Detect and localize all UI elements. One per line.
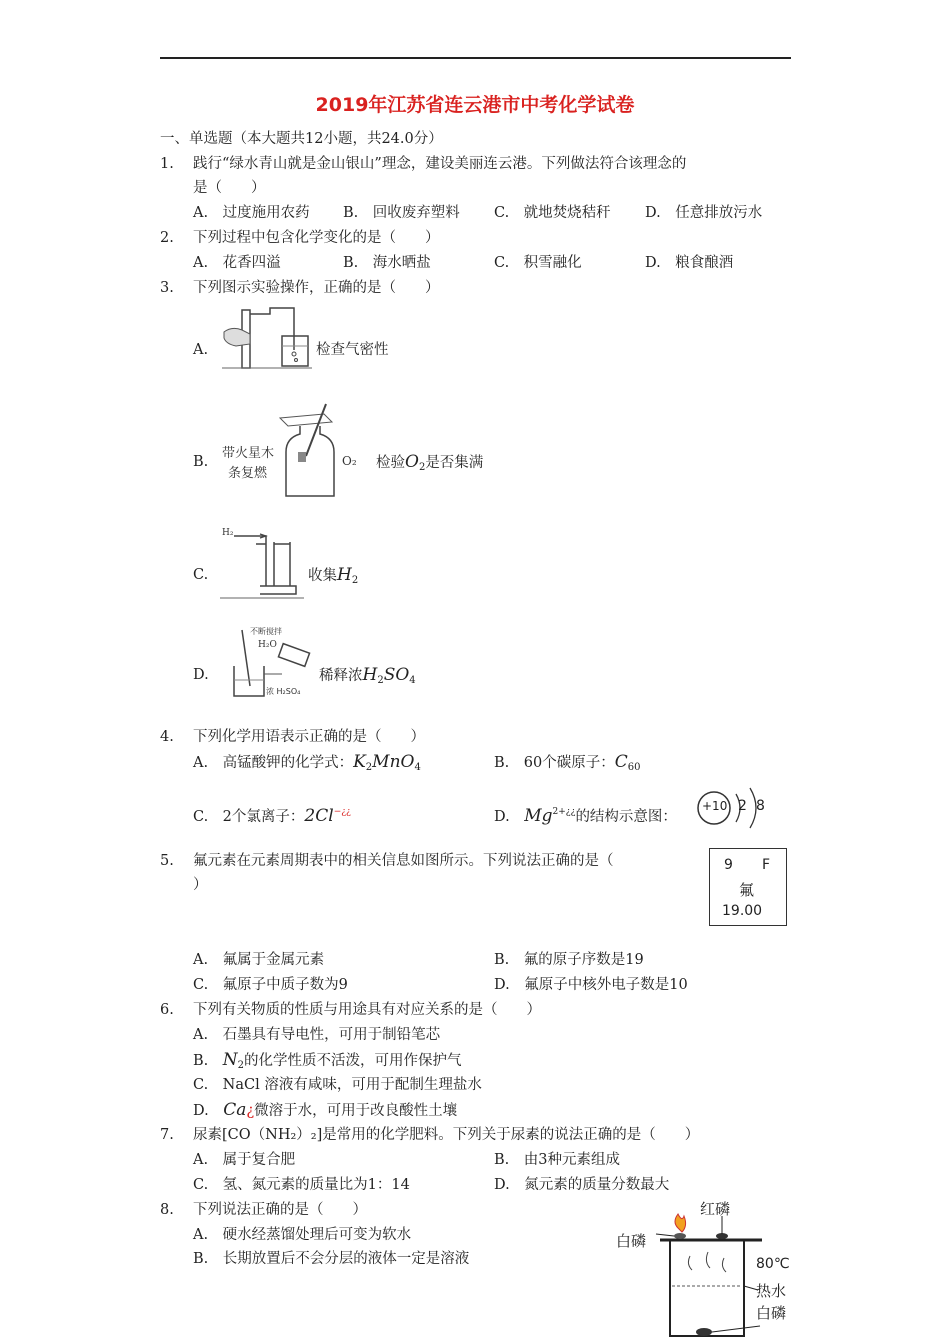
q7-option-c: C. 氢、氮元素的质量比为1：14 [193, 1177, 410, 1193]
fig-label-hot-water: 热水 [756, 1282, 787, 1300]
q7-option-a: A. 属于复合肥 [193, 1152, 296, 1168]
q4-option-d: D. $Mg^{2+¿¿}$的结构示意图： [494, 806, 677, 826]
q5-number: 5. [160, 853, 174, 869]
q1-stem-line1: 践行“绿水青山就是金山银山”理念，建设美丽连云港。下列做法符合该理念的 [193, 156, 687, 172]
h2-collect-figure [220, 526, 304, 602]
q3-option-d-text: 稀释浓$H_2SO_4$ [319, 665, 416, 686]
q4-option-a: A. 高锰酸钾的化学式：$K_2MnO_4$ [193, 752, 421, 773]
q3-option-c-text: 收集$H_2$ [308, 565, 359, 586]
q6-option-b: B. $N_2$的化学性质不活泼，可用作保护气 [193, 1050, 462, 1071]
h2-fig-label: H₂ [222, 528, 234, 538]
q3-stem: 下列图示实验操作，正确的是（ ） [193, 280, 440, 296]
q4-option-b: B. 60个碳原子：$C_{60}$ [494, 752, 641, 773]
dilute-fig-label-stir: 不断搅拌 [250, 627, 282, 636]
q7-option-d: D. 氮元素的质量分数最大 [494, 1177, 670, 1193]
q7-stem: 尿素[CO（NH₂）₂]是常用的化学肥料。下列关于尿素的说法正确的是（ ） [193, 1127, 700, 1143]
q8-number: 8. [160, 1202, 174, 1218]
q2-option-d: D. 粮食酿酒 [645, 255, 734, 271]
q3-option-c-label: C. [193, 567, 209, 583]
q5-stem-line2: ） [193, 877, 208, 893]
cell-element-symbol: F [762, 857, 771, 873]
q4-option-c: C. 2个氯离子：2Cl−¿¿ [193, 806, 351, 826]
q3-option-d-label: D. [193, 667, 209, 683]
q6-option-d: D. Ca¿微溶于水，可用于改良酸性土壤 [193, 1100, 458, 1120]
atom-structure-diagram [696, 786, 776, 830]
dilute-acid-figure [220, 626, 316, 702]
q1-option-a: A. 过度施用农药 [193, 205, 310, 221]
o2-fig-label-1: 带火星木 [222, 446, 275, 461]
q2-option-b: B. 海水晒盐 [343, 255, 431, 271]
q8-stem: 下列说法正确的是（ ） [193, 1202, 367, 1218]
cell-element-name: 氟 [739, 881, 755, 899]
cell-atomic-number: 9 [724, 857, 733, 873]
q1-option-c: C. 就地焚烧秸秆 [494, 205, 611, 221]
o2-fig-label-gas: O₂ [342, 454, 357, 468]
q7-option-b: B. 由3种元素组成 [494, 1152, 620, 1168]
periodic-table-cell [709, 848, 787, 926]
q2-number: 2. [160, 230, 174, 246]
q8-option-b: B. 长期放置后不会分层的液体一定是溶液 [193, 1251, 470, 1267]
q1-option-d: D. 任意排放污水 [645, 205, 763, 221]
q5-option-c: C. 氟原子中质子数为9 [193, 977, 348, 993]
q3-option-b-text: 检验$O_2$是否集满 [376, 452, 484, 473]
q2-option-a: A. 花香四溢 [193, 255, 281, 271]
q6-option-c: C. NaCl 溶液有咸味，可用于配制生理盐水 [193, 1077, 482, 1093]
q8-option-a: A. 硬水经蒸馏处理后可变为软水 [193, 1227, 412, 1243]
atom-shell-2-electrons: 8 [756, 798, 765, 814]
fig-label-white-phosphorus-bottom: 白磷 [756, 1304, 787, 1322]
q1-stem-line2: 是（ ） [193, 180, 266, 196]
o2-fig-label-2: 条复燃 [228, 466, 268, 481]
q5-option-a: A. 氟属于金属元素 [193, 952, 325, 968]
fig-label-red-phosphorus: 红磷 [700, 1200, 731, 1218]
phosphorus-combustion-figure [612, 1196, 792, 1342]
o2-check-figure [220, 396, 374, 506]
q3-option-b-label: B. [193, 454, 209, 470]
fig-label-white-phosphorus-top: 白磷 [616, 1232, 647, 1250]
section-heading: 一、单选题（本大题共12小题，共24.0分） [160, 131, 443, 147]
atom-nucleus-charge: +10 [702, 799, 728, 813]
q7-number: 7. [160, 1127, 174, 1143]
q3-number: 3. [160, 280, 174, 296]
q5-stem-line1: 氟元素在元素周期表中的相关信息如图所示。下列说法正确的是（ [193, 853, 614, 869]
q3-option-a-label: A. [193, 342, 209, 358]
q6-number: 6. [160, 1002, 174, 1018]
q5-option-b: B. 氟的原子序数是19 [494, 952, 644, 968]
q6-option-a: A. 石墨具有导电性，可用于制铅笔芯 [193, 1027, 441, 1043]
q2-stem: 下列过程中包含化学变化的是（ ） [193, 230, 440, 246]
dilute-fig-label-acid: 浓 H₂SO₄ [266, 687, 301, 696]
q6-stem: 下列有关物质的性质与用途具有对应关系的是（ ） [193, 1002, 541, 1018]
dilute-fig-label-water: H₂O [258, 640, 277, 650]
fig-label-temperature: 80℃ [756, 1256, 790, 1272]
q4-number: 4. [160, 729, 174, 745]
page-title: 2019年江苏省连云港市中考化学试卷 [315, 94, 635, 116]
q3-option-a-text: 检查气密性 [316, 342, 389, 358]
atom-shell-1-electrons: 2 [738, 798, 747, 814]
top-rule [160, 57, 791, 59]
q4-stem: 下列化学用语表示正确的是（ ） [193, 729, 425, 745]
q1-number: 1. [160, 156, 174, 172]
q1-option-b: B. 回收废弃塑料 [343, 205, 460, 221]
airtight-check-figure [222, 302, 312, 372]
q2-option-c: C. 积雪融化 [494, 255, 582, 271]
cell-atomic-mass: 19.00 [722, 903, 763, 919]
q5-option-d: D. 氟原子中核外电子数是10 [494, 977, 688, 993]
